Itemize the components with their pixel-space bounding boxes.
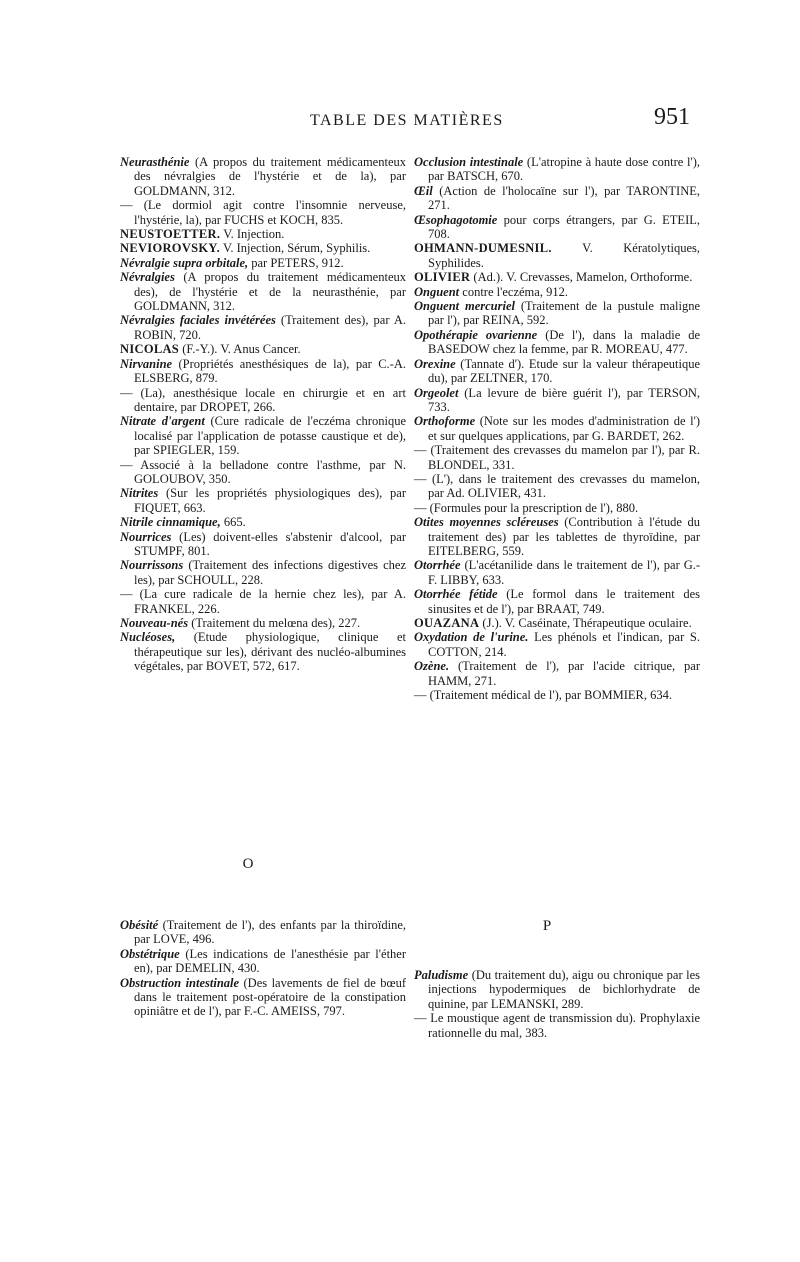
entry-term: Nucléoses, [120,630,176,645]
index-entry [414,213,700,242]
entry-text: contre l'eczéma, 912. [462,284,568,299]
right-column-top [414,155,700,702]
index-entry [120,342,406,356]
entry-text: (Traitement des infections digestives chez les), par SCHOULL, 228. [134,558,406,587]
index-entry [120,313,406,342]
index-entry [120,155,406,198]
entry-text: (Du traitement du), aigu ou chronique par les injections hypodermiques de bichlorhydrate de quinine, par LEMANSKI, 289. [428,968,701,1011]
index-entry [414,357,700,386]
entry-term: Obstétrique [120,946,180,961]
entry-text: — (Traitement médical de l'), par BOMMIER, 634. [414,688,672,703]
index-entry [120,918,406,947]
entry-term: Onguent [414,284,460,299]
entry-term: OLIVIER [414,270,471,285]
entry-text: (Etude physiologique, clinique et thérapeutique sur les), dérivant des nucléo-albumines végétales, par BOVET, 572, 617. [134,630,407,674]
index-entry [414,968,700,1011]
entry-text: (A propos du traitement médicamenteux des), de l'hystérie et de la neurasthénie, par GOLDMANN, 312. [134,270,406,314]
index-entry [414,472,700,501]
index-entry [120,414,406,457]
entry-term: Oxydation de l'urine. [414,630,529,645]
index-entry [414,270,700,284]
index-entry [414,414,700,443]
running-head [310,104,690,130]
index-entry [414,285,700,299]
entry-term: Névralgies [120,270,175,285]
index-entry [414,184,700,213]
entry-text: V. Kératolytiques, Syphilides. [428,241,700,270]
entry-term: Nitrate d'argent [120,414,205,429]
entry-text: — (La cure radicale de la hernie chez les), par A. FRANKEL, 226. [120,587,406,616]
entry-text: (J.). V. Caséinate, Thérapeutique oculaire. [482,616,692,630]
index-entry [120,256,406,270]
entry-term: Ozène. [414,659,450,674]
index-entry [120,630,406,673]
entry-term: NICOLAS [120,342,180,357]
section-letter-o: O [242,856,254,872]
index-entry [414,616,700,630]
entry-term: Névralgie supra orbitale, [120,255,249,270]
index-entry [120,616,406,630]
entry-term: Nourrices [120,529,172,544]
entry-text: (Tannate d'). Etude sur la valeur thérapeutique du), par ZELTNER, 170. [428,356,701,386]
index-entry [414,688,700,702]
entry-term: Névralgies faciales invétérées [120,313,276,328]
entry-text: (Traitement du melœna des), 227. [191,616,361,630]
index-entry [120,357,406,386]
index-entry [120,558,406,587]
index-entry [120,486,406,515]
index-entry [120,947,406,976]
entry-text: (Traitement des), par A. ROBIN, 720. [134,313,406,342]
entry-text: V. Injection, Sérum, Syphilis. [222,241,371,256]
entry-text: par PETERS, 912. [251,255,344,270]
entry-text: (F.-Y.). V. Anus Cancer. [182,342,301,357]
index-entry [414,630,700,659]
entry-text: V. Injection. [223,227,285,242]
index-entry [120,227,406,241]
entry-term: OHMANN-DUMESNIL. [414,241,552,256]
index-entry [120,587,406,616]
index-entry [120,530,406,559]
entry-term: Nitrites [120,486,159,501]
index-entry [120,976,406,1019]
entry-text: (Les) doivent-elles s'abstenir d'alcool, par STUMPF, 801. [134,529,406,558]
entry-term: Neurasthénie [120,155,190,169]
entry-term: Otorrhée [414,558,461,573]
entry-text: (Propriétés anesthésiques de la), par C.-A. ELSBERG, 879. [134,356,406,386]
entry-text: (Note sur les modes d'administration de l') et sur quelques applications, par G. BARDET, 262. [428,414,700,443]
entry-text: — (Formules pour la prescription de l'), 880. [414,500,639,515]
index-entry [120,515,406,529]
entry-term: Orthoforme [414,414,476,429]
entry-term: Nourrissons [120,558,184,573]
index-entry [414,299,700,328]
entry-text: (Traitement de l'), des enfants par la thiroïdine, par LOVE, 496. [134,918,406,947]
entry-text: (Cure radicale de l'eczéma chronique localisé par l'application de potasse caustique et de), par SPIEGLER, 159. [134,414,406,458]
index-entry [414,155,700,184]
index-entry [120,458,406,487]
entry-text: pour corps étrangers, par G. ETEIL, 708. [428,212,700,242]
index-entry [414,1011,700,1040]
index-entry [414,328,700,357]
index-entry [120,198,406,227]
entry-term: Nitrile cinnamique, [120,515,221,530]
index-entry [120,270,406,313]
entry-term: Onguent mercuriel [414,299,515,314]
index-entry [120,241,406,255]
entry-text: (Sur les propriétés physiologiques des), par FIQUET, 663. [134,486,406,515]
entry-term: Œsophagotomie [414,212,498,227]
left-column-bottom [120,918,406,1019]
entry-term: Otites moyennes scléreuses [414,515,559,530]
entry-term: NEVIOROVSKY. [120,241,221,256]
entry-text: — Associé à la belladone contre l'asthme, par N. GOLOUBOV, 350. [120,457,406,486]
entry-term: OUAZANA [414,616,480,630]
entry-text: (De l'), dans la maladie de BASEDOW chez la femme, par R. MOREAU, 477. [428,327,700,357]
entry-text: — (L'), dans le traitement des crevasses du mamelon, par Ad. OLIVIER, 431. [414,471,700,501]
entry-text: (Ad.). V. Crevasses, Mamelon, Orthoforme. [473,270,693,285]
entry-text: (Traitement de la pustule maligne par l'), par REINA, 592. [428,299,701,328]
entry-term: Occlusion intestinale [414,155,524,169]
entry-text: — (Traitement des crevasses du mamelon par l'), par R. BLONDEL, 331. [414,443,700,472]
entry-term: Orexine [414,356,456,371]
entry-term: Œil [414,183,433,198]
entry-text: (Action de l'holocaïne sur l'), par TARONTINE, 271. [428,183,700,213]
entry-text: (Traitement de l'), par l'acide citrique, par HAMM, 271. [428,659,700,688]
entry-text: (A propos du traitement médicamenteux des névralgies de l'hystérie et de la), par GOLDMANN, 312. [134,155,406,198]
index-entry [414,443,700,472]
entry-text: (L'atropine à haute dose contre l'), par BATSCH, 670. [428,155,701,184]
right-column-bottom [414,968,700,1040]
index-entry [414,515,700,558]
entry-term: Opothérapie ovarienne [414,327,538,342]
entry-term: Nouveau-nés [120,616,189,630]
entry-term: Obstruction intestinale [120,975,240,990]
entry-term: NEUSTOETTER. [120,227,221,242]
page-number: 951 [654,104,690,130]
running-head-title: TABLE DES MATIÈRES [310,112,504,129]
entry-text: 665. [223,515,246,530]
entry-term: Nirvanine [120,356,173,371]
index-entry [414,587,700,616]
entry-text: — (Le dormiol agit contre l'insomnie nerveuse, l'hystérie, la), par FUCHS et KOCH, 835. [120,198,406,227]
index-entry [414,386,700,415]
entry-text: (Les indications de l'anesthésie par l'éther en), par DEMELIN, 430. [134,946,406,976]
entry-term: Obésité [120,918,159,932]
index-entry [414,659,700,688]
entry-term: Otorrhée fétide [414,587,498,602]
index-entry [120,386,406,415]
index-entry [414,558,700,587]
entry-text: (Le formol dans le traitement des sinusites et de l'), par BRAAT, 749. [428,587,700,616]
entry-text: (L'acétanilide dans le traitement de l'), par G.-F. LIBBY, 633. [428,558,701,587]
entry-term: Paludisme [414,968,469,982]
entry-text: (Contribution à l'étude du traitement des) par les tablettes de thyroïdine, par EITELBERG, 559. [428,515,700,558]
entry-text: (La levure de bière guérit l'), par TERSON, 733. [428,385,700,414]
entry-text: (Des lavements de fiel de bœuf dans le traitement post-opératoire de la constipation opiniâtre et de l'), par F.-C. AMEISS, 797. [134,975,406,1019]
entry-text: Les phénols et l'indican, par S. COTTON, 214. [428,630,700,659]
entry-text: — Le moustique agent de transmission du). Prophylaxie rationnelle du mal, 383. [414,1011,700,1040]
section-letter-p: P [542,918,552,934]
index-entry [414,241,700,270]
entry-term: Orgeolet [414,385,459,400]
index-entry [414,501,700,515]
entry-text: — (La), anesthésique locale en chirurgie et en art dentaire, par DROPET, 266. [120,385,406,414]
left-column-top [120,155,406,674]
